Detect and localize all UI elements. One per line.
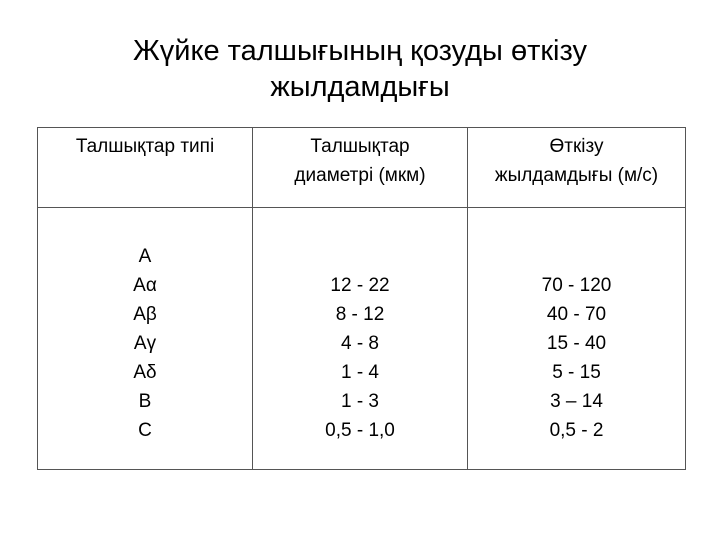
- fiber-type: C: [138, 420, 152, 441]
- fiber-diameter: 1 - 4: [340, 362, 380, 383]
- fiber-diameter: 8 - 12: [335, 304, 385, 325]
- header-speed-line-2: жылдамдығы (м/с): [494, 165, 659, 186]
- conduction-speed: 40 - 70: [546, 304, 607, 325]
- header-conduction-speed: [468, 128, 686, 208]
- header-fiber-diameter: [253, 128, 468, 208]
- fiber-diameter: 4 - 8: [340, 333, 380, 354]
- fiber-diameter: 12 - 22: [330, 275, 390, 296]
- header-diameter-line-2: диаметрі (мкм): [294, 165, 426, 186]
- table-body-row: [38, 208, 686, 470]
- fiber-diameter: 0,5 - 1,0: [325, 420, 395, 441]
- title-line-2: жылдамдығы: [270, 71, 450, 103]
- fiber-diameter: 1 - 3: [340, 391, 380, 412]
- fiber-type: Aδ: [133, 362, 157, 383]
- conduction-speed: 70 - 120: [541, 275, 612, 296]
- fiber-types-cell: [38, 208, 253, 470]
- header-diameter-line-1: Талшықтар: [310, 136, 410, 157]
- slide-title: [0, 33, 720, 105]
- fiber-conduction-table: [37, 127, 686, 470]
- conduction-speed: 15 - 40: [546, 333, 607, 354]
- fiber-type: Aα: [133, 275, 157, 296]
- conduction-speed: 0,5 - 2: [549, 420, 604, 441]
- header-fiber-type-label: Талшықтар типі: [75, 136, 215, 157]
- table-header-row: [38, 128, 686, 208]
- conduction-speed: 3 – 14: [550, 391, 603, 412]
- fiber-type: B: [138, 391, 152, 412]
- fiber-type: A: [138, 246, 152, 267]
- header-speed-line-1: Өткізу: [549, 136, 604, 157]
- fiber-type: Aγ: [133, 333, 157, 354]
- conduction-speeds-cell: [468, 208, 686, 470]
- title-line-1: Жүйке талшығының қозуды өткізу: [133, 35, 587, 67]
- fiber-diameters-cell: [253, 208, 468, 470]
- header-fiber-type: [38, 128, 253, 208]
- conduction-speed: 5 - 15: [552, 362, 601, 383]
- fiber-type: Aβ: [133, 304, 157, 325]
